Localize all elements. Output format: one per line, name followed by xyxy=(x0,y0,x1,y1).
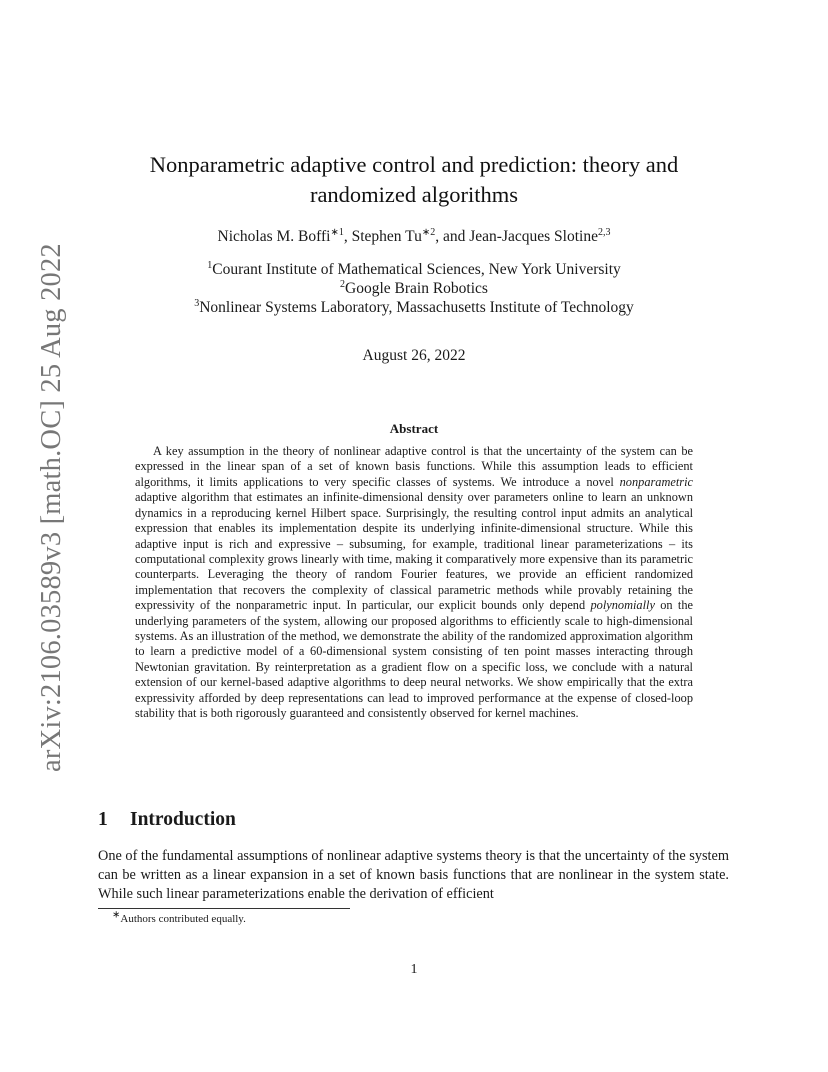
paper-title xyxy=(100,150,728,210)
section-title: Introduction xyxy=(130,809,236,830)
footnote xyxy=(112,909,246,925)
title-line-2: randomized algorithms xyxy=(309,182,519,207)
footnote-mark: ∗ xyxy=(112,909,121,921)
page-number: 1 xyxy=(410,962,418,977)
author-separator: , and xyxy=(435,228,470,245)
affiliation-text: Nonlinear Systems Laboratory, Massachusetts Institute of Technology xyxy=(199,299,634,316)
introduction-paragraph: One of the fundamental assumptions of nonlinear adaptive systems theory is that the uncertainty of the system can be written as a linear expansion in a set of known basis functions that are nonlinear in the system state. While such linear parameterizations enable the derivation of efficient xyxy=(98,848,729,902)
affiliation xyxy=(100,279,728,298)
affiliation-sup: 3 xyxy=(194,297,200,309)
affiliation-sup: 2 xyxy=(340,278,346,290)
abstract-emphasis: nonparametric xyxy=(619,474,693,489)
author-name: Stephen Tu xyxy=(351,228,422,245)
author-separator: , xyxy=(343,228,352,245)
affiliation-list xyxy=(100,260,728,317)
abstract-text: A key assumption in the theory of nonlinear adaptive control is that the uncertainty of the system can be expressed in the linear span of a set of known basis functions. While this assumption leads to efficient algorithms, it limits applications to very specific classes of systems. We introduce a novel xyxy=(135,444,693,489)
abstract-heading: Abstract xyxy=(389,421,439,436)
author-sup: ∗2 xyxy=(421,226,436,238)
author-list xyxy=(100,227,728,247)
section-heading xyxy=(98,809,236,831)
author-name: Jean-Jacques Slotine xyxy=(469,228,598,245)
section-number: 1 xyxy=(98,809,108,830)
affiliation xyxy=(100,260,728,279)
paper-date: August 26, 2022 xyxy=(362,347,466,364)
abstract-emphasis: polynomially xyxy=(590,598,655,613)
abstract-text: on the underlying parameters of the system, allowing our proposed algorithms to efficiently scale to high-dimensional systems. As an illustration of the method, we demonstrate the ability of the randomized approximation algorithm to learn a predictive model of a 60-dimensional system consisting of ten point masses interacting through Newtonian gravitation. By reinterpretation as a gradient flow on a specific loss, we conclude with a natural extension of our kernel-based adaptive algorithms to deep neural networks. We show empirically that the extra expressivity afforded by deep representations can lead to improved performance at the expense of closed-loop stability that is both rigorously guaranteed and consistently observed for kernel machines. xyxy=(135,598,693,721)
author-sup: ∗1 xyxy=(330,226,344,238)
abstract-text: adaptive algorithm that estimates an infinite-dimensional density over parameters online to learn an unknown dynamics in a reproducing kernel Hilbert space. Surprisingly, the resulting control input admits an analytical expression that enables its implementation despite its underlying infinite-dimensional structure. While this adaptive input is rich and expressive – subsuming, for example, traditional linear parameterizations – its computational complexity grows linearly with time, making it comparatively more expensive than its parametric counterparts. Leveraging the theory of random Fourier features, we provide an efficient randomized implementation that recovers the complexity of classical parametric methods while provably retaining the expressivity of the nonparametric input. In particular, our explicit bounds only depend xyxy=(135,490,693,613)
author-name: Nicholas M. Boffi xyxy=(217,228,331,245)
affiliation-text: Google Brain Robotics xyxy=(345,280,488,297)
affiliation-sup: 1 xyxy=(207,259,213,271)
author-sup: 2,3 xyxy=(597,226,611,238)
affiliation xyxy=(100,298,728,317)
footnote-rule xyxy=(98,908,350,909)
affiliation-text: Courant Institute of Mathematical Sciences, New York University xyxy=(212,261,621,278)
footnote-text: Authors contributed equally. xyxy=(120,913,246,925)
arxiv-identifier: arXiv:2106.03589v3 [math.OC] 25 Aug 2022 xyxy=(36,243,67,772)
abstract-body xyxy=(135,444,693,722)
title-line-1: Nonparametric adaptive control and prediction: theory and xyxy=(149,152,679,177)
